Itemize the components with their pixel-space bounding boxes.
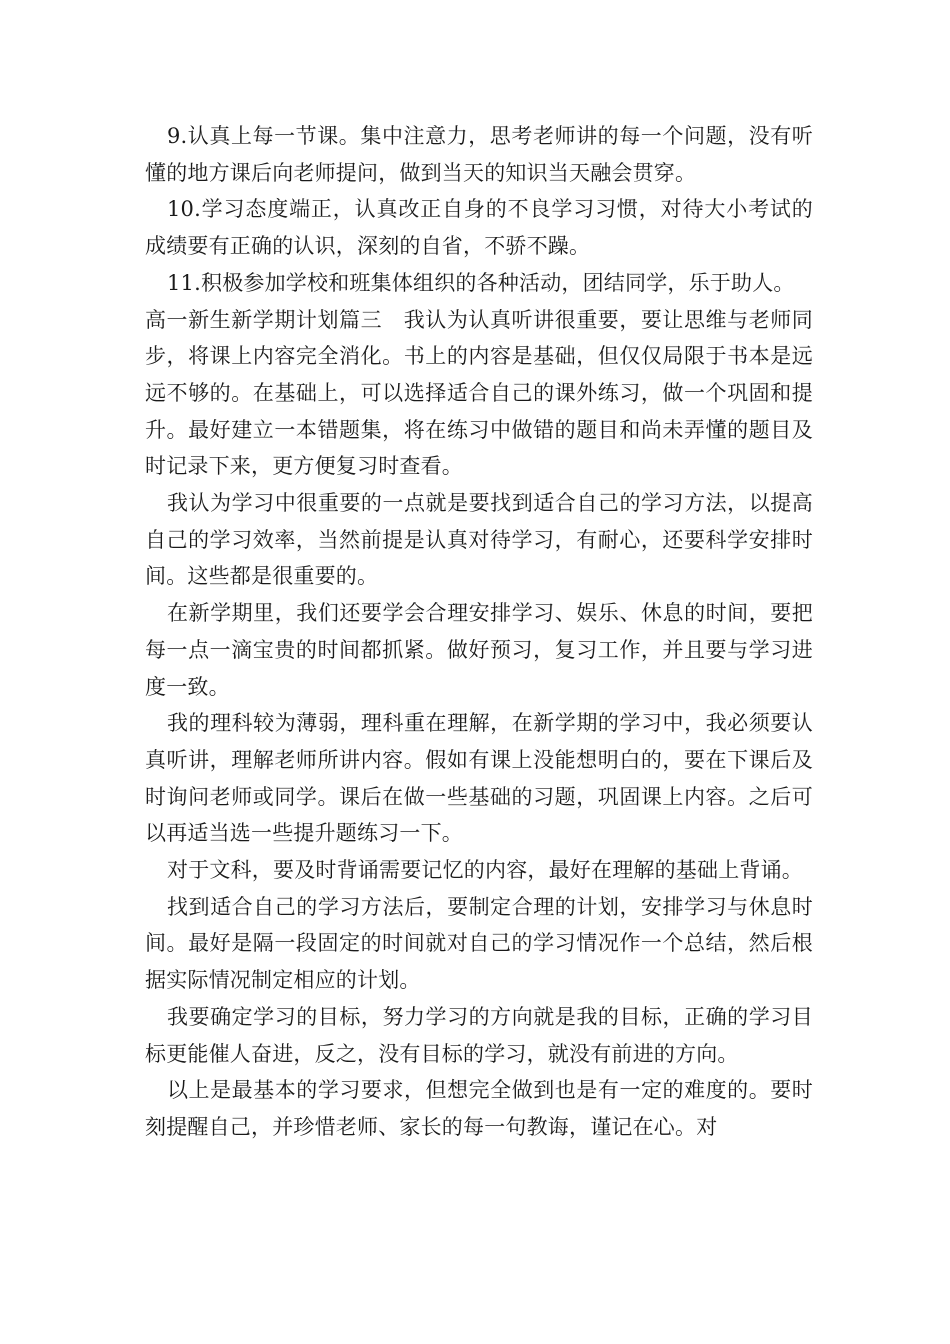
paragraph-basic-requirements: 以上是最基本的学习要求，但想完全做到也是有一定的难度的。要时刻提醒自己，并珍惜老师、家长的每一句教诲，谨记在心。对: [145, 1078, 813, 1139]
document-body: [145, 118, 813, 1146]
paragraph-study-plan: 找到适合自己的学习方法后，要制定合理的计划，安排学习与休息时间。最好是隔一段固定的时间就对自己的学习情况作一个总结，然后根据实际情况制定相应的计划。: [145, 894, 813, 993]
paragraph-study-goal: 我要确定学习的目标，努力学习的方向就是我的目标，正确的学习目标更能催人奋进，反之，没有目标的学习，就没有前进的方向。: [145, 1004, 813, 1066]
paragraph-science-subjects: 我的理科较为薄弱，理科重在理解，在新学期的学习中，我必须要认真听讲，理解老师所讲内容。假如有课上没能想明白的，要在下课后及时询问老师或同学。课后在做一些基础的习题，巩固课上内容。之后可以再适当选一些提升题练习一下。: [145, 711, 813, 846]
paragraph-item-11: 11.积极参加学校和班集体组织的各种活动，团结同学，乐于助人。: [167, 270, 795, 295]
paragraph-item-9: 9.认真上每一节课。集中注意力，思考老师讲的每一个问题，没有听懂的地方课后向老师提问，做到当天的知识当天融会贯穿。: [145, 124, 813, 185]
paragraph-time-management: 在新学期里，我们还要学会合理安排学习、娱乐、休息的时间，要把每一点一滴宝贵的时间都抓紧。做好预习，复习工作，并且要与学习进度一致。: [145, 601, 813, 699]
paragraph-study-method: 我认为学习中很重要的一点就是要找到适合自己的学习方法，以提高自己的学习效率，当然前提是认真对待学习，有耐心，还要科学安排时间。这些都是很重要的。: [145, 491, 813, 589]
paragraph-liberal-arts: 对于文科，要及时背诵需要记忆的内容，最好在理解的基础上背诵。: [167, 858, 803, 883]
paragraph-item-10: 10.学习态度端正，认真改正自身的不良学习习惯，对待大小考试的成绩要有正确的认识，深刻的自省，不骄不躁。: [145, 197, 813, 259]
paragraph-section-three-intro: 高一新生新学期计划篇三 我认为认真听讲很重要，要让思维与老师同步，将课上内容完全消化。书上的内容是基础，但仅仅局限于书本是远远不够的。在基础上，可以选择适合自己的课外练习，做一个巩固和提升。最好建立一本错题集，将在练习中做错的题目和尚未弄懂的题目及时记录下来，更方便复习时查看。: [145, 307, 813, 479]
